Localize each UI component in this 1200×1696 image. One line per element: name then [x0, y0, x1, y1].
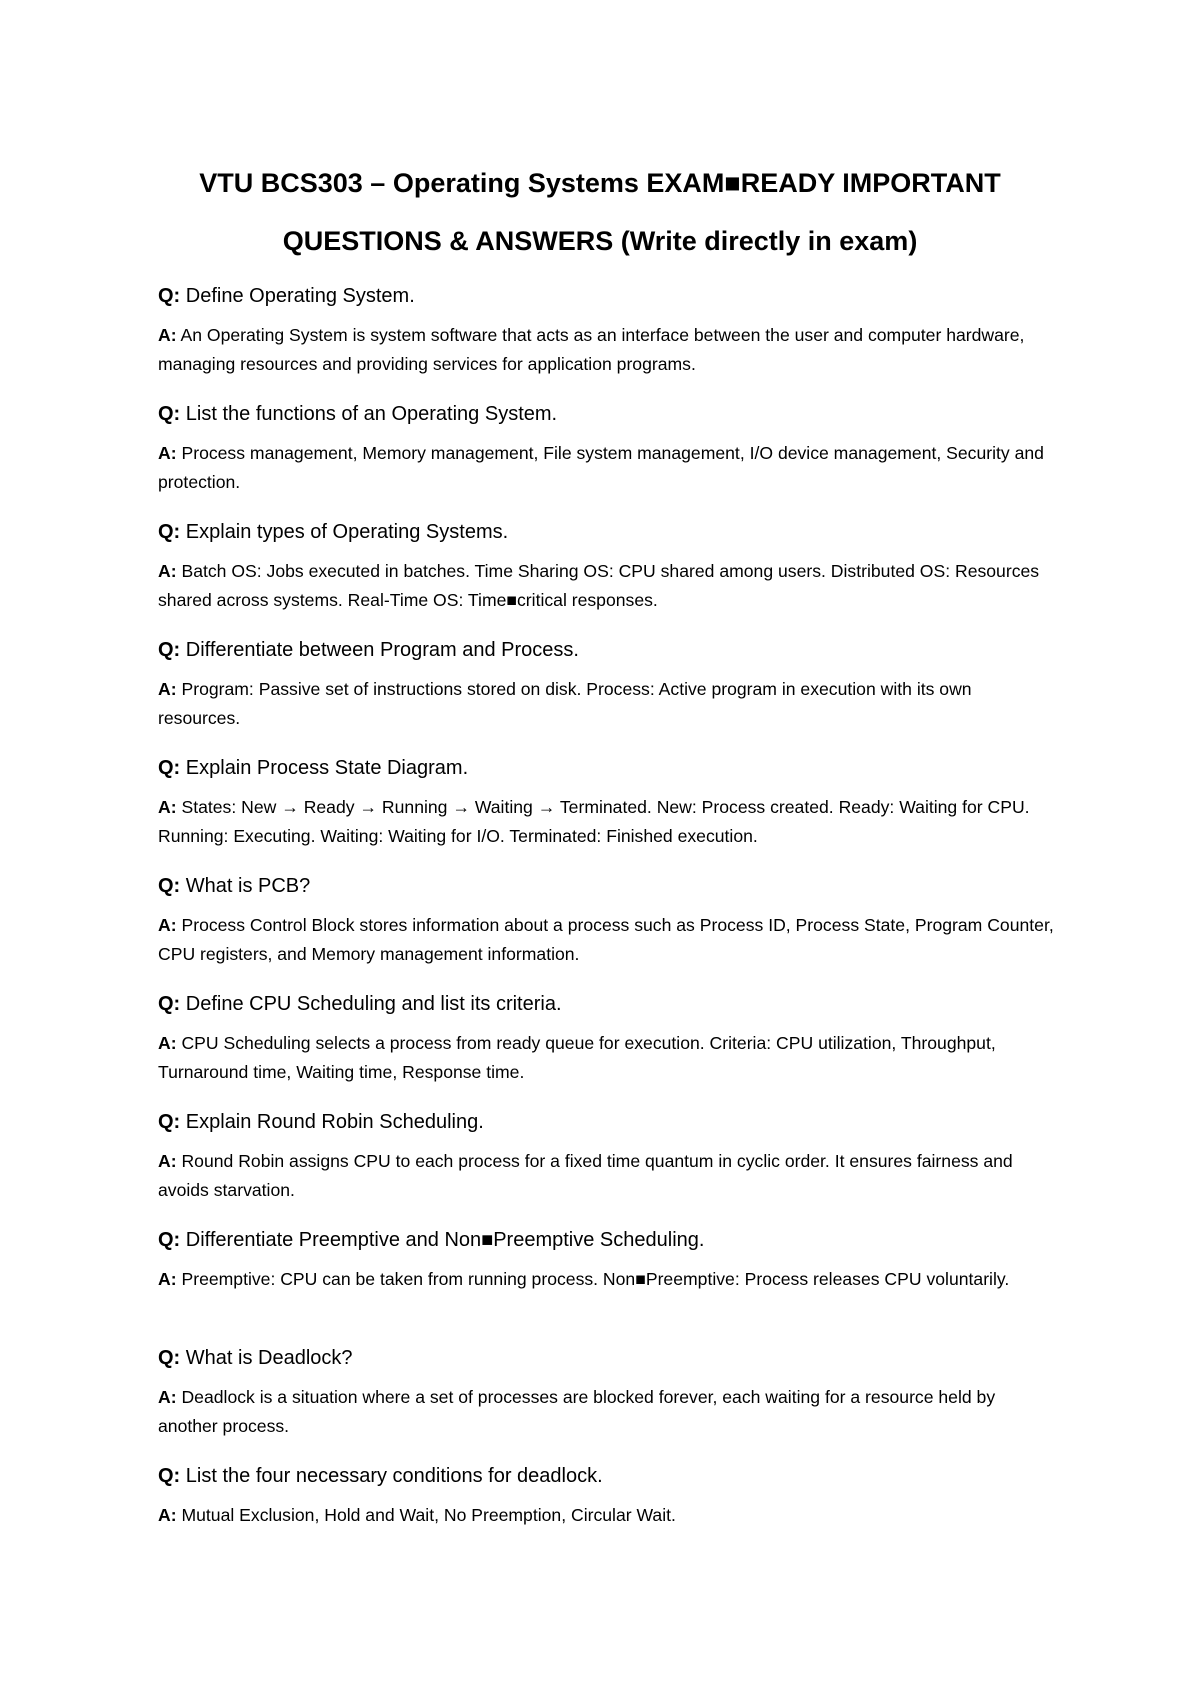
- answer-text: States: New → Ready → Running → Waiting → Terminated. New: Process created. Ready: Waiting for CPU. Running: Executing. Waiting: Waiting for I/O. Terminated: Finished execution.: [158, 797, 1030, 846]
- answer-text: CPU Scheduling selects a process from ready queue for execution. Criteria: CPU utilization, Throughput, Turnaround time, Waiting time, Response time.: [158, 1033, 996, 1082]
- qa-item: [158, 1227, 1058, 1345]
- question-prefix: Q:: [158, 1111, 181, 1133]
- answer-text: Batch OS: Jobs executed in batches. Time Sharing OS: CPU shared among users. Distributed OS: Resources shared across systems. Real-Time OS: Time■critical responses.: [158, 561, 1040, 610]
- qa-item: [158, 1463, 1058, 1581]
- answer: [158, 557, 1058, 614]
- answer: [158, 321, 1058, 378]
- answer: [158, 1501, 1058, 1530]
- answer: [158, 439, 1058, 496]
- qa-item: [158, 755, 1058, 873]
- answer-text: Deadlock is a situation where a set of processes are blocked forever, each waiting for a resource held by another process.: [158, 1387, 996, 1436]
- question: [158, 1109, 1058, 1135]
- question: [158, 755, 1058, 781]
- answer: [158, 675, 1058, 732]
- answer-prefix: A:: [158, 1387, 177, 1407]
- document-title: [100, 154, 1100, 270]
- question: [158, 519, 1058, 545]
- question: [158, 283, 1058, 309]
- question-prefix: Q:: [158, 993, 181, 1015]
- answer: [158, 793, 1058, 850]
- question: [158, 1227, 1058, 1253]
- question-text: Explain Process State Diagram.: [185, 757, 469, 779]
- answer-text: Process management, Memory management, File system management, I/O device management, Security and protection.: [158, 443, 1044, 492]
- question-text: What is Deadlock?: [185, 1347, 353, 1369]
- answer-text: Mutual Exclusion, Hold and Wait, No Preemption, Circular Wait.: [181, 1505, 676, 1525]
- qa-item: [158, 1109, 1058, 1227]
- answer-prefix: A:: [158, 915, 177, 935]
- answer-text: Program: Passive set of instructions stored on disk. Process: Active program in execution with its own resources.: [158, 679, 972, 728]
- answer-prefix: A:: [158, 1033, 177, 1053]
- question-text: Define CPU Scheduling and list its criteria.: [185, 993, 562, 1015]
- question-text: List the four necessary conditions for deadlock.: [185, 1465, 603, 1487]
- answer: [158, 1383, 1058, 1440]
- answer-prefix: A:: [158, 1269, 177, 1289]
- question-prefix: Q:: [158, 1229, 181, 1251]
- question-text: Explain Round Robin Scheduling.: [185, 1111, 484, 1133]
- question: [158, 873, 1058, 899]
- answer-prefix: A:: [158, 325, 177, 345]
- question-prefix: Q:: [158, 875, 181, 897]
- answer: [158, 911, 1058, 968]
- qa-item: [158, 519, 1058, 637]
- question-text: Define Operating System.: [185, 285, 415, 307]
- question-prefix: Q:: [158, 521, 181, 543]
- answer-prefix: A:: [158, 561, 177, 581]
- answer: [158, 1147, 1058, 1204]
- answer-prefix: A:: [158, 1505, 177, 1525]
- question: [158, 637, 1058, 663]
- answer-prefix: A:: [158, 443, 177, 463]
- answer: [158, 1029, 1058, 1086]
- question-prefix: Q:: [158, 1347, 181, 1369]
- question: [158, 1463, 1058, 1489]
- qa-item: [158, 1345, 1058, 1463]
- question-text: List the functions of an Operating System.: [185, 403, 558, 425]
- question-text: Differentiate between Program and Process.: [185, 639, 579, 661]
- answer-prefix: A:: [158, 1151, 177, 1171]
- answer: [158, 1265, 1058, 1294]
- qa-item: [158, 283, 1058, 401]
- qa-item: [158, 401, 1058, 519]
- qa-item: [158, 991, 1058, 1109]
- question-prefix: Q:: [158, 757, 181, 779]
- title-line-2: QUESTIONS & ANSWERS (Write directly in exam): [282, 226, 918, 256]
- answer-text: Preemptive: CPU can be taken from running process. Non■Preemptive: Process releases CPU voluntarily.: [181, 1269, 1010, 1289]
- question-prefix: Q:: [158, 639, 181, 661]
- answer-text: Process Control Block stores information about a process such as Process ID, Process State, Program Counter, CPU registers, and Memory management information.: [158, 915, 1054, 964]
- question-text: Explain types of Operating Systems.: [185, 521, 509, 543]
- question-prefix: Q:: [158, 285, 181, 307]
- question: [158, 401, 1058, 427]
- qa-item: [158, 873, 1058, 991]
- question-text: Differentiate Preemptive and Non■Preemptive Scheduling.: [185, 1229, 705, 1251]
- title-line-1: VTU BCS303 – Operating Systems EXAM■READY IMPORTANT: [199, 168, 1001, 198]
- answer-text: Round Robin assigns CPU to each process for a fixed time quantum in cyclic order. It ensures fairness and avoids starvation.: [158, 1151, 1013, 1200]
- answer-text: An Operating System is system software that acts as an interface between the user and computer hardware, managing resources and providing services for application programs.: [158, 325, 1025, 374]
- answer-prefix: A:: [158, 797, 177, 817]
- question: [158, 991, 1058, 1017]
- answer-prefix: A:: [158, 679, 177, 699]
- question-text: What is PCB?: [185, 875, 311, 897]
- question: [158, 1345, 1058, 1371]
- qa-item: [158, 637, 1058, 755]
- question-prefix: Q:: [158, 1465, 181, 1487]
- question-prefix: Q:: [158, 403, 181, 425]
- qa-list: [158, 283, 1058, 1581]
